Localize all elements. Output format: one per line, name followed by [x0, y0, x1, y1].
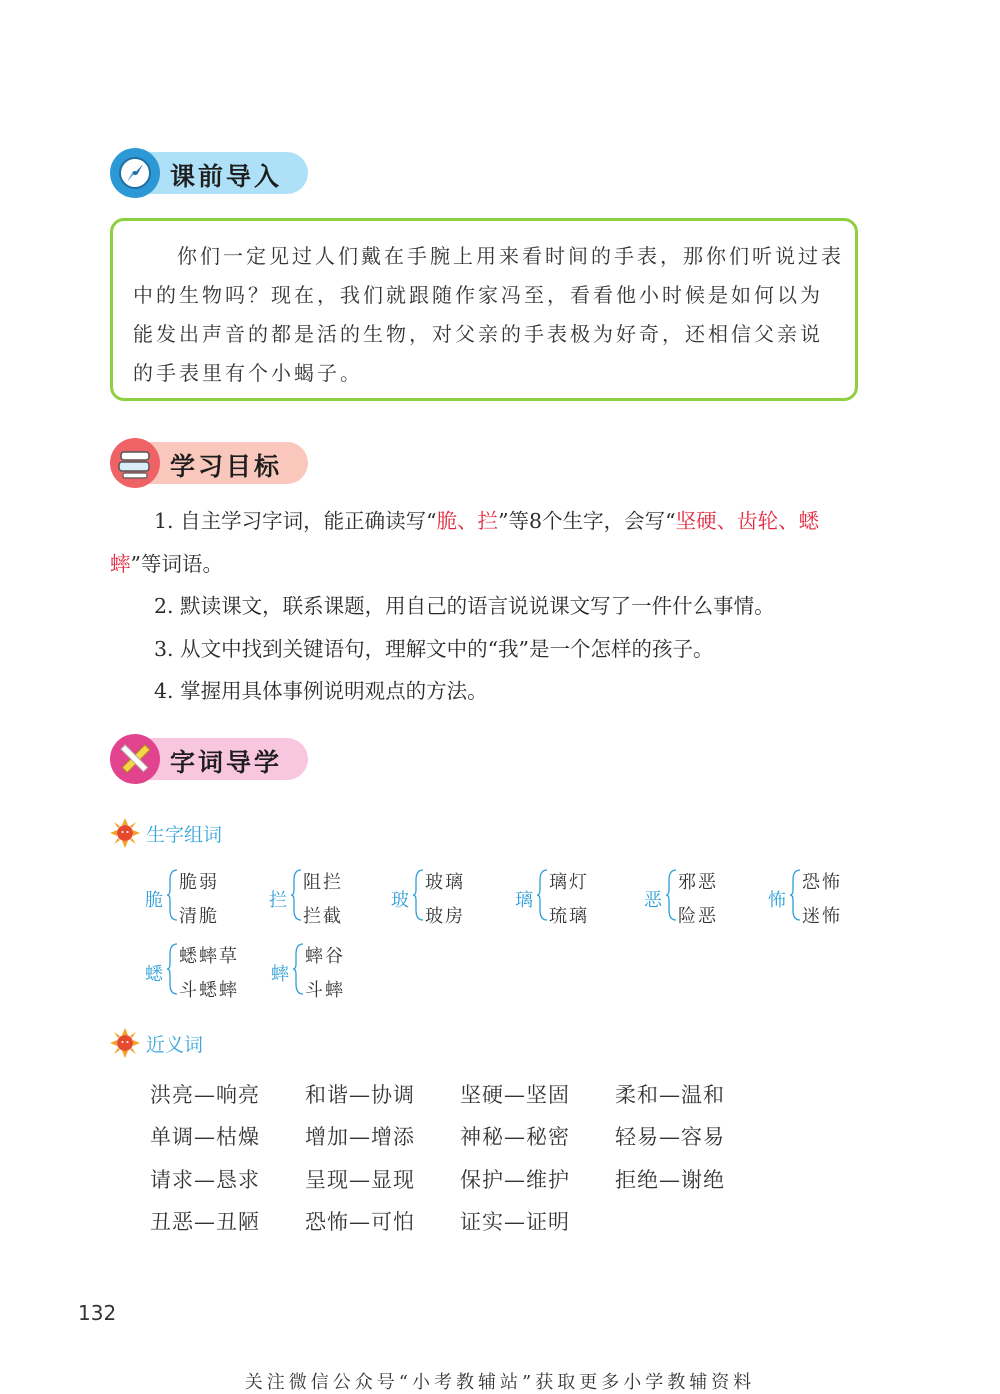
- brace-icon: [167, 868, 179, 922]
- vocab-word: 璃灯: [549, 872, 589, 893]
- synonym-pair: 丑恶—丑陋: [150, 1210, 260, 1234]
- goal-item-4: 4. 掌握用具体事例说明观点的方法。: [154, 679, 488, 703]
- synonym-pair: 拒绝—谢绝: [615, 1168, 725, 1192]
- vocab-char: 蟋: [145, 964, 163, 985]
- vocab-word: 玻房: [425, 906, 465, 927]
- brace-icon: [413, 868, 425, 922]
- vocab-word: 蟀谷: [305, 946, 345, 967]
- brace-icon: [537, 868, 549, 922]
- vocab-char: 恶: [644, 890, 662, 911]
- compass-icon: [110, 148, 160, 198]
- goal-1-highlight-2: 坚硬、齿轮、蟋蟀: [110, 509, 820, 576]
- goal-item-3: 3. 从文中找到关键语句，理解文中的“我”是一个怎样的孩子。: [154, 636, 714, 661]
- section-header-goals: [110, 438, 308, 488]
- synonym-pair: 呈现—显现: [305, 1168, 415, 1192]
- vocab-word: 邪恶: [678, 872, 718, 893]
- synonym-pair: 请求—恳求: [150, 1168, 260, 1192]
- goal-item-1: [110, 500, 866, 585]
- synonym-pair: 和谐—协调: [305, 1083, 415, 1107]
- vocab-char: 脆: [145, 890, 163, 911]
- brace-icon: [167, 942, 179, 996]
- pencil-ruler-icon: [110, 734, 160, 784]
- vocab-word: 阻拦: [303, 872, 343, 893]
- sun-icon: [110, 1028, 140, 1058]
- synonym-pair: 单调—枯燥: [150, 1125, 260, 1149]
- subheading-label: 近义词: [146, 1034, 204, 1056]
- section-title-intro: 课前导入: [170, 162, 283, 191]
- vocab-word: 玻璃: [425, 872, 465, 893]
- section-title-goals: 学习目标: [170, 452, 283, 481]
- synonym-pair: 证实—证明: [460, 1210, 570, 1234]
- synonym-pair: 恐怖—可怕: [305, 1210, 415, 1234]
- vocab-char: 玻: [391, 890, 409, 911]
- goal-1-text: 1. 自主学习字词，能正确读写“: [154, 509, 437, 533]
- brace-icon: [291, 868, 303, 922]
- brace-icon: [790, 868, 802, 922]
- footer-note: 关注微信公众号“小考教辅站”获取更多小学教辅资料: [244, 1372, 756, 1393]
- sun-icon: [110, 818, 140, 848]
- vocab-word: 脆弱: [179, 872, 219, 893]
- intro-paragraph: 你们一定见过人们戴在手腕上用来看时间的手表，那你们听说过表中的生物吗？现在，我们就跟随作家冯至，看看他小时候是如何以为能发出声音的都是活的生物，对父亲的手表极为好奇，还相信父亲说的手表里有个小蝎子。: [133, 244, 844, 385]
- subheading-label: 生字组词: [146, 824, 223, 846]
- synonym-pair: 柔和—温和: [615, 1083, 725, 1107]
- vocab-char: 怖: [768, 890, 786, 911]
- books-icon: [110, 438, 160, 488]
- synonym-pair: 坚硬—坚固: [460, 1083, 570, 1107]
- synonym-pair: 洪亮—响亮: [150, 1083, 260, 1107]
- brace-icon: [293, 942, 305, 996]
- vocab-word: 斗蟀: [305, 980, 345, 1001]
- vocab-word: 险恶: [678, 906, 718, 927]
- vocab-char: 璃: [515, 890, 533, 911]
- section-title-words: 字词导学: [170, 748, 283, 777]
- vocab-char: 蟀: [271, 964, 289, 985]
- goal-1-text-3: ”等词语。: [130, 551, 223, 576]
- synonym-pair: 轻易—容易: [615, 1125, 725, 1149]
- synonym-pair: 保护—维护: [460, 1168, 570, 1192]
- goal-item-2: 2. 默读课文，联系课题，用自己的语言说说课文写了一件什么事情。: [154, 594, 775, 618]
- brace-icon: [666, 868, 678, 922]
- goal-1-text-2: ”等8个生字，会写“: [498, 509, 676, 533]
- vocab-word: 清脆: [179, 906, 219, 927]
- section-header-words: [110, 734, 308, 784]
- synonym-pair: 神秘—秘密: [460, 1125, 570, 1149]
- synonym-pair: 增加—增添: [305, 1125, 415, 1149]
- vocab-word: 蟋蟀草: [179, 946, 239, 967]
- vocab-word: 琉璃: [549, 906, 589, 927]
- vocab-word: 斗蟋蟀: [179, 980, 239, 1001]
- vocab-word: 迷怖: [802, 906, 842, 927]
- page-number: 132: [78, 1301, 117, 1325]
- goals-list: [110, 500, 866, 713]
- intro-box: [110, 218, 858, 401]
- vocab-char: 拦: [269, 890, 287, 911]
- section-header-intro: [110, 148, 308, 198]
- vocab-word: 恐怖: [802, 872, 842, 893]
- vocab-word: 拦截: [303, 906, 343, 927]
- goal-1-highlight-1: 脆、拦: [436, 509, 499, 533]
